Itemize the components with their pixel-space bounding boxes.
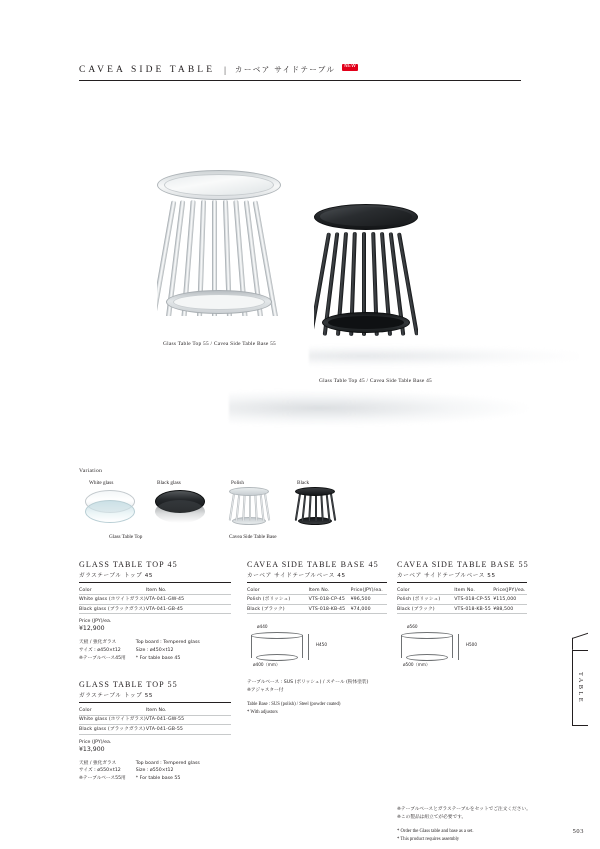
dim-55-bottom-label: ø500（mm）	[403, 662, 431, 668]
th-item-no: Item No.	[145, 587, 167, 593]
swatch-label-black-glass: Black glass	[157, 480, 181, 486]
cell-item: VTS-018-KB-55	[454, 606, 491, 612]
cell-item: VTA-041-GB-45	[145, 606, 183, 612]
cell-color: White glass (ホワイトガラス)	[79, 597, 146, 603]
page-title-en: CAVEA SIDE TABLE	[79, 64, 216, 75]
spec-en-line-3: * For table base 45	[135, 655, 181, 661]
title-separator: |	[224, 64, 226, 75]
cell-item: VTS-018-CP-55	[454, 597, 491, 603]
side-tab-corner	[572, 633, 588, 650]
column-base-55	[397, 560, 527, 670]
footnote-jp-1: ※テーブルベースとガラステーブルをセットでご注文ください。	[397, 807, 531, 812]
swatch-white-glass-edge	[85, 500, 135, 523]
divider	[397, 582, 527, 583]
glass-top-55-spec-en	[136, 760, 200, 783]
glass-top-55-title-jp: ガラステーブル トップ 55	[79, 693, 154, 700]
header-title-row	[79, 64, 521, 75]
spec-en-line-2: Size : ø550×t12	[135, 768, 174, 774]
base-45-note-en-1: Table Base : SUS (polish) / Steel (powder coated)	[247, 702, 341, 708]
cell-color: Black glass (ブラックガラス)	[79, 726, 146, 732]
dim-55-height-label: H500	[465, 642, 477, 648]
dimension-drawing-base-55	[397, 624, 477, 670]
spec-jp-line-2: サイズ : ø550×t12	[79, 768, 121, 774]
variation-swatches	[79, 480, 361, 542]
footnote-jp-2: ※この製品は組立てが必要です。	[397, 814, 467, 820]
page-header	[79, 64, 521, 75]
cell-item: VTS-018-CP-45	[308, 597, 345, 603]
table-row	[79, 595, 231, 604]
spec-jp-line-1: 天板 / 強化ガラス	[79, 640, 117, 646]
th-item-no: Item No.	[145, 707, 167, 713]
header-divider	[79, 80, 521, 81]
glass-top-45-spec-jp	[79, 639, 126, 662]
page-title-jp: カーベア サイドテーブル	[234, 65, 336, 74]
glass-top-45-price-label: Price (JPY)/ea.	[79, 619, 112, 625]
divider	[79, 582, 231, 583]
spec-jp-line-2: サイズ : ø450×t12	[79, 648, 121, 654]
cell-price: ¥115,000	[493, 597, 517, 603]
dim-45-height-label: H450	[315, 642, 327, 648]
glass-top-55-specs	[79, 760, 231, 783]
variation-block	[79, 468, 359, 542]
glass-top-45-specs	[79, 639, 231, 662]
th-price: Price(JPY)/ea.	[350, 587, 383, 593]
glass-top-55-price: ¥13,900	[79, 745, 105, 753]
cell-item: VTA-041-GW-55	[145, 717, 185, 723]
cell-price: ¥88,500	[493, 606, 514, 612]
table-55-bottom-inner	[173, 294, 265, 310]
th-color: Color	[247, 587, 260, 593]
spec-jp-line-3: ※テーブルベース55用	[79, 775, 126, 781]
cell-price	[191, 725, 231, 734]
dimension-drawing-base-45	[247, 624, 327, 670]
th-item-no: Item No.	[454, 587, 475, 593]
cell-color: White glass (ホワイトガラス)	[79, 717, 146, 723]
section-glass-top-55	[79, 680, 231, 782]
glass-top-45-title-en: GLASS TABLE TOP 45	[79, 560, 178, 569]
divider	[79, 702, 231, 703]
table-row	[79, 604, 231, 613]
base-45-note-en-2: * With adjustors	[247, 710, 278, 716]
swatch-black-glass-edge	[155, 500, 205, 523]
product-image-table-55	[157, 170, 281, 335]
swatch-label-white-glass: White glass	[89, 480, 114, 486]
th-color: Color	[79, 707, 92, 713]
cell-item: VTS-018-KB-45	[308, 606, 346, 612]
variation-label: Variation	[79, 468, 103, 474]
base-45-note-jp-1: テーブルベース : SUS (ポリッシュ) / スチール (粉体塗装)	[247, 680, 369, 686]
cell-price: ¥74,000	[350, 606, 371, 612]
th-item-no: Item No.	[308, 587, 330, 593]
hero-caption-left: Glass Table Top 55 / Cavea Side Table Base 55	[163, 341, 276, 347]
glass-top-45-spec-en	[136, 639, 200, 662]
table-row	[397, 604, 527, 613]
table-row	[79, 725, 231, 734]
glass-top-55-spec-jp	[79, 760, 126, 783]
cell-color: Black (ブラック)	[397, 606, 435, 612]
product-shadow-left	[229, 390, 529, 426]
side-tab-label: TABLE	[577, 671, 584, 705]
cell-price	[191, 604, 231, 613]
spec-en-line-3: * For table base 55	[135, 775, 181, 781]
glass-top-45-price: ¥12,900	[79, 625, 105, 633]
cell-color: Polish (ポリッシュ)	[397, 597, 441, 603]
spec-en-line-1: Top board : Tempered glass	[135, 760, 200, 766]
glass-top-55-table	[79, 706, 231, 734]
base-55-title-jp: カーベア サイドテーブルベース 55	[397, 573, 496, 579]
spec-en-line-1: Top board : Tempered glass	[135, 640, 200, 646]
page-footnote	[397, 806, 587, 844]
table-row	[397, 595, 527, 604]
variation-caption-right: Cavea Side Table Base	[229, 534, 277, 540]
table-row	[79, 715, 231, 724]
hero-caption-right: Glass Table Top 45 / Cavea Side Table Base 45	[319, 378, 432, 384]
hero-photo-area	[79, 120, 521, 420]
page-number: 503	[572, 828, 584, 835]
section-glass-top-45	[79, 560, 231, 662]
cell-price: ¥96,500	[350, 597, 371, 603]
th-color: Color	[79, 587, 92, 593]
side-tab-table	[572, 650, 588, 726]
variation-caption-left: Glass Table Top	[109, 534, 143, 540]
cell-item: VTA-041-GW-45	[145, 597, 185, 603]
base-45-notes	[247, 679, 387, 717]
spec-jp-line-1: 天板 / 強化ガラス	[79, 760, 117, 766]
glass-top-45-title-jp: ガラステーブル トップ 45	[79, 573, 154, 579]
footnote-en-2: * This product requires assembly	[397, 836, 460, 842]
th-color: Color	[397, 587, 410, 593]
cell-item: VTA-041-GB-55	[145, 726, 183, 732]
glass-top-55-price-label: Price (JPY)/ea.	[79, 739, 112, 745]
swatch-base-polish	[229, 487, 269, 531]
th-price: Price(JPY)/ea.	[493, 587, 526, 593]
divider	[247, 582, 387, 583]
column-glass-tops	[79, 560, 231, 782]
spec-en-line-2: Size : ø450×t12	[135, 648, 174, 654]
cell-color: Polish (ポリッシュ)	[247, 597, 291, 603]
cell-price	[191, 595, 231, 604]
dim-45-top-label: ø440	[257, 624, 268, 630]
dim-45-bottom-label: ø400（mm）	[253, 662, 281, 668]
table-45-bottom-inner	[328, 316, 404, 329]
spec-jp-line-3: ※テーブルベース45用	[79, 655, 126, 661]
base-45-title-jp: カーベア サイドテーブルベース 45	[247, 573, 346, 579]
base-45-title-en: CAVEA SIDE TABLE BASE 45	[247, 560, 379, 569]
new-badge: NEW	[344, 64, 357, 70]
base-45-note-jp-2: ※アジャスター付	[247, 688, 284, 694]
base-55-title-en: CAVEA SIDE TABLE BASE 55	[397, 560, 529, 569]
footnote-en-1: * Order the Glass table and base as a set.	[397, 828, 474, 834]
cell-price	[191, 715, 231, 724]
column-base-45	[247, 560, 387, 717]
cell-color: Black glass (ブラックガラス)	[79, 606, 146, 612]
table-row	[247, 595, 387, 604]
table-45-glass-top-inner	[320, 207, 412, 226]
glass-top-55-title-en: GLASS TABLE TOP 55	[79, 680, 178, 690]
cell-color: Black (ブラック)	[247, 606, 285, 612]
product-image-table-45	[314, 204, 418, 352]
base-45-table	[247, 586, 387, 614]
glass-top-45-table	[79, 586, 231, 614]
table-55-glass-top-inner	[164, 174, 274, 196]
base-55-table	[397, 586, 527, 614]
swatch-label-polish: Polish	[231, 480, 244, 486]
table-row	[247, 604, 387, 613]
swatch-base-black	[295, 487, 335, 531]
swatch-label-black: Black	[297, 480, 310, 486]
dim-55-top-label: ø560	[407, 624, 418, 630]
